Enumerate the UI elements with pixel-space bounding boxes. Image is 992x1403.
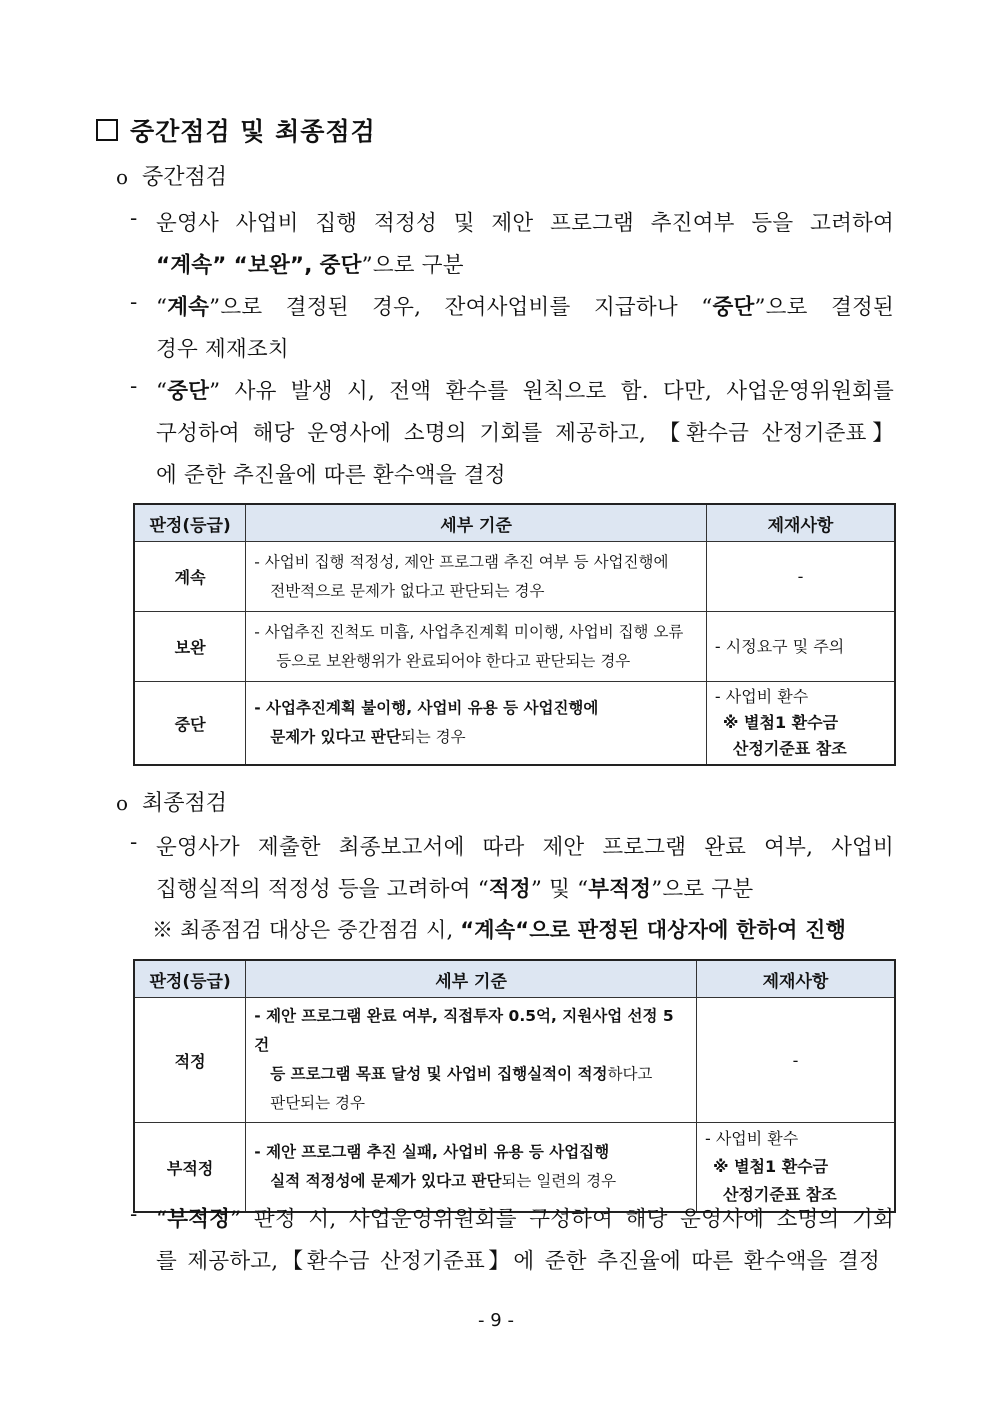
bullet-o-icon: o xyxy=(116,791,129,815)
midterm-bullet3-line2: 구성하여 해당 운영사에 소명의 기회를 제공하고, 【환수금 산정기준표】 xyxy=(156,421,894,446)
midterm-heading: o 중간점검 xyxy=(116,165,228,190)
table-row: 부적정 - 제안 프로그램 추진 실패, 사업비 유용 등 사업집행 실적 적정성에 문제가 있다고 판단되는 일련의 경우 - 사업비 환수 ※ 별첨1 환수금 산정기준표 참조 xyxy=(134,1123,895,1213)
header-criteria: 세부 기준 xyxy=(246,504,707,542)
final-criteria-table xyxy=(133,959,896,1213)
dash: - xyxy=(130,290,138,315)
header-sanction: 제재사항 xyxy=(696,960,895,998)
header-grade: 판정(등급) xyxy=(134,504,246,542)
section-title xyxy=(96,112,376,148)
table-header-row xyxy=(134,960,895,998)
final-note: ※ 최종점검 대상은 중간점검 시, “계속“으로 판정된 대상자에 한하여 진행 xyxy=(152,918,847,942)
dash: - xyxy=(130,1202,138,1227)
midterm-bullet1-line2: “계속” “보완”, 중단”으로 구분 xyxy=(156,253,464,278)
page-number: - 9 - xyxy=(478,1310,514,1331)
midterm-bullet2-line1: “계속”으로 결정된 경우, 잔여사업비를 지급하나 “중단”으로 결정된 xyxy=(156,295,894,320)
table-row: 계속 - 사업비 집행 적정성, 제안 프로그램 추진 여부 등 사업진행에 전반적으로 문제가 없다고 판단되는 경우 - xyxy=(134,542,895,612)
dash: - xyxy=(130,830,138,855)
table-row: 중단 - 사업추진계획 불이행, 사업비 유용 등 사업진행에 문제가 있다고 판단되는 경우 - 사업비 환수 ※ 별첨1 환수금 산정기준표 참조 xyxy=(134,682,895,766)
dash: - xyxy=(130,374,138,399)
midterm-bullet3-line1: “중단” 사유 발생 시, 전액 환수를 원칙으로 함. 다만, 사업운영위원회를 xyxy=(156,379,894,404)
midterm-bullet2-line2: 경우 제재조치 xyxy=(156,337,289,362)
checkbox-square-icon xyxy=(96,119,118,141)
dash: - xyxy=(130,206,138,231)
header-sanction: 제재사항 xyxy=(706,504,895,542)
header-grade: 판정(등급) xyxy=(134,960,246,998)
midterm-bullet1-line1: 운영사 사업비 집행 적정성 및 제안 프로그램 추진여부 등을 고려하여 xyxy=(156,211,894,236)
bullet-o-icon: o xyxy=(116,165,129,189)
table-header-row xyxy=(134,504,895,542)
section-title-text: 중간점검 및 최종점검 xyxy=(130,117,376,146)
header-criteria: 세부 기준 xyxy=(246,960,697,998)
final-bullet1-line1: 운영사가 제출한 최종보고서에 따라 제안 프로그램 완료 여부, 사업비 xyxy=(156,835,894,860)
table-row: 보완 - 사업추진 진척도 미흡, 사업추진계획 미이행, 사업비 집행 오류 등으로 보완행위가 완료되어야 한다고 판단되는 경우 - 시정요구 및 주의 xyxy=(134,612,895,682)
midterm-bullet3-line3: 에 준한 추진율에 따른 환수액을 결정 xyxy=(156,463,506,488)
final-bullet2-line1: “부적정” 판정 시, 사업운영위원회를 구성하여 해당 운영사에 소명의 기회 xyxy=(156,1207,894,1232)
table-row: 적정 - 제안 프로그램 완료 여부, 직접투자 0.5억, 지원사업 선정 5건 등 프로그램 목표 달성 및 사업비 집행실적이 적정하다고 판단되는 경우 - xyxy=(134,998,895,1123)
final-bullet1-line2: 집행실적의 적정성 등을 고려하여 “적정” 및 “부적정”으로 구분 xyxy=(156,877,754,902)
midterm-criteria-table xyxy=(133,503,896,766)
final-heading: o 최종점검 xyxy=(116,791,228,816)
final-bullet2-line2: 를 제공하고,【환수금 산정기준표】에 준한 추진율에 따른 환수액을 결정 xyxy=(156,1249,880,1274)
